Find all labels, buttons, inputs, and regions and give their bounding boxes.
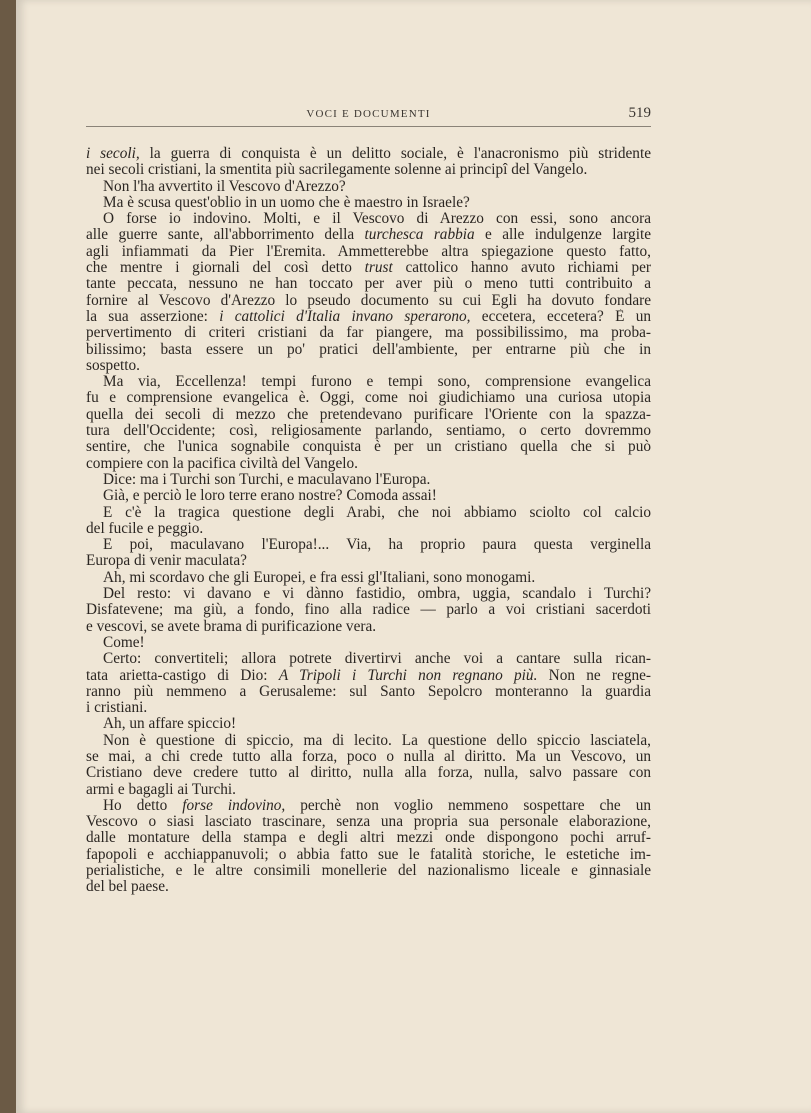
line-text-rest: la guerra di conquista è un delitto sociale, è l'anacronismo più stridente	[139, 146, 651, 162]
text-line	[86, 505, 651, 521]
text-line	[86, 668, 651, 684]
line-text: Dice: ma i Turchi son Turchi, e maculavano l'Europa.	[103, 471, 431, 488]
text-line	[86, 684, 651, 700]
line-text: pervertimento di criteri cristiani da far piangere, ma possibilissimo, ma proba-	[86, 325, 651, 342]
text-line	[86, 651, 651, 667]
line-text: Non è questione di spiccio, ma di lecito. La questione dello spiccio lasciatela,	[103, 732, 651, 749]
line-text: perialistiche, e le altre consimili monellerie del nazionalismo liceale e ginnasiale	[86, 863, 651, 880]
text-line	[86, 227, 651, 243]
line-text: Ho detto	[103, 797, 183, 814]
line-text-rest: eccetera, eccetera? È un	[470, 308, 651, 325]
line-text: fu e comprensione evangelica è. Oggi, come noi giudichiamo una curiosa utopia	[86, 390, 651, 407]
line-text: agli infiammati da Pier l'Eremita. Ammetterebbe altra spiegazione questo fatto,	[86, 243, 651, 260]
text-line	[86, 407, 651, 423]
text-line	[86, 293, 651, 309]
line-text: Del resto: vi davano e vi dànno fastidio, ombra, uggia, scandalo i Turchi?	[103, 586, 651, 603]
text-line	[86, 521, 651, 537]
line-text: Disfatevene; ma giù, a fondo, fino alla radice — parlo a voi cristiani sacerdoti	[86, 602, 651, 619]
italic-text: trust	[364, 260, 393, 277]
line-text: fapopoli e acchiappanuvoli; o abbia fatto sue le fatalità storiche, le estetiche im-	[86, 846, 651, 863]
italic-text: forse indovino,	[182, 797, 286, 814]
line-text: tante peccata, nessuno ne han toccato per aver più o meno tutti contribuito a	[86, 276, 651, 293]
line-text: E poi, maculavano l'Europa!... Via, ha proprio paura questa verginella	[103, 537, 651, 554]
text-line	[86, 439, 651, 455]
text-line	[86, 211, 651, 227]
line-text: Ma via, Eccellenza! tempi furono e tempi sono, comprensione evangelica	[103, 374, 651, 391]
text-line	[86, 749, 651, 765]
text-line	[86, 602, 651, 618]
line-text-rest: cattolico hanno avuto richiami per	[392, 260, 651, 277]
text-line	[86, 358, 651, 374]
line-text: del fucile e peggio.	[86, 520, 204, 537]
text-line	[86, 830, 651, 846]
text-line	[86, 162, 651, 178]
line-text: armi e bagagli ai Turchi.	[86, 781, 236, 798]
text-line	[86, 195, 651, 211]
header-rule	[86, 126, 651, 127]
italic-text: turchesca rabbia	[364, 227, 475, 244]
text-line	[86, 309, 651, 325]
line-text: nei secoli cristiani, la smentita più sacrilegamente solenne ai principî del Vangelo.	[86, 162, 588, 179]
italic-text: A Tripoli i Turchi non regnano più.	[278, 667, 538, 684]
line-text: fornire al Vescovo d'Arezzo lo pseudo documento su cui Egli ha dovuto fondare	[86, 292, 651, 309]
line-text-rest: e alle indulgenze largite	[474, 227, 651, 244]
text-line	[86, 798, 651, 814]
text-line	[86, 619, 651, 635]
text-line	[86, 179, 651, 195]
text-line	[86, 456, 651, 472]
text-line	[86, 700, 651, 716]
text-line	[86, 244, 651, 260]
text-line	[86, 782, 651, 798]
text-line	[86, 733, 651, 749]
text-line	[86, 146, 651, 162]
text-line	[86, 814, 651, 830]
text-line	[86, 716, 651, 732]
line-text: Europa di venir maculata?	[86, 553, 247, 570]
text-line	[86, 325, 651, 341]
line-text: Vescovo o siasi lasciato trascinare, senza una propria sua personale elaborazione,	[86, 814, 651, 831]
page-number: 519	[628, 105, 651, 121]
line-text: sospetto.	[86, 357, 140, 374]
text-line	[86, 586, 651, 602]
body-text	[86, 146, 651, 896]
line-text: dalle montature della stampa e degli altri mezzi onde dispongono pochi arruf-	[86, 830, 651, 847]
text-line	[86, 276, 651, 292]
text-line	[86, 423, 651, 439]
text-line	[86, 553, 651, 569]
line-text: ranno più nemmeno a Gerusaleme: sul Santo Sepolcro monteranno la guardia	[86, 683, 651, 700]
line-text: i cristiani.	[86, 700, 148, 717]
running-title: VOCI E DOCUMENTI	[306, 108, 431, 120]
text-line	[86, 488, 651, 504]
line-text: compiere con la pacifica civiltà del Vangelo.	[86, 455, 358, 472]
italic-text: i cattolici d'Italia invano sperarono,	[219, 308, 471, 325]
text-line	[86, 374, 651, 390]
line-text: Certo: convertiteli; allora potrete divertirvi anche voi a cantare sulla rican-	[103, 651, 651, 668]
line-text: Ah, un affare spiccio!	[103, 716, 237, 733]
line-text: del bel paese.	[86, 879, 169, 896]
line-text: sentire, che l'unica sognabile conquista è per un cristiano quella che si può	[86, 439, 651, 456]
line-text: e vescovi, se avete brama di purificazione vera.	[86, 618, 377, 635]
text-line	[86, 260, 651, 276]
text-line	[86, 863, 651, 879]
line-text-rest: Non ne regne-	[537, 667, 651, 684]
line-text: Non l'ha avvertito il Vescovo d'Arezzo?	[103, 178, 346, 195]
page-header	[86, 105, 651, 125]
line-text: tura dell'Occidente; così, religiosamente parlando, sentiamo, o certo dovremmo	[86, 423, 651, 440]
text-line	[86, 847, 651, 863]
text-line	[86, 879, 651, 895]
text-line	[86, 635, 651, 651]
text-line	[86, 570, 651, 586]
line-text: Ma è scusa quest'oblio in un uomo che è maestro in Israele?	[103, 194, 470, 211]
text-line	[86, 342, 651, 358]
line-text: bilissimo; basta essere un po' pratici dell'ambiente, per entrarne più che in	[86, 341, 651, 358]
text-line	[86, 472, 651, 488]
text-line	[86, 765, 651, 781]
line-text: che mentre i giornali del così detto	[86, 260, 365, 277]
line-text-rest: perchè non voglio nemmeno sospettare che un	[285, 797, 651, 814]
line-text: la sua asserzione:	[86, 308, 220, 325]
line-text: quella dei secoli di mezzo che pretendevano purificare l'Oriente con la spazza-	[86, 406, 651, 423]
text-line	[86, 390, 651, 406]
italic-text: i secoli,	[86, 146, 140, 162]
line-text: E c'è la tragica questione degli Arabi, che noi abbiamo sciolto col calcio	[103, 504, 651, 521]
line-text: Ah, mi scordavo che gli Europei, e fra essi gl'Italiani, sono monogami.	[103, 569, 536, 586]
line-text: Già, e perciò le loro terre erano nostre? Comoda assai!	[103, 488, 437, 505]
line-text: tata arietta-castigo di Dio:	[86, 667, 279, 684]
line-text: Come!	[103, 634, 145, 651]
line-text: Cristiano deve credere tutto al diritto, nulla alla forza, nulla, salvo passare con	[86, 765, 651, 782]
text-line	[86, 537, 651, 553]
line-text: se mai, a chi crede tutto alla forza, poco o nulla al diritto. Ma un Vescovo, un	[86, 748, 651, 765]
line-text: O forse io indovino. Molti, e il Vescovo di Arezzo con essi, sono ancora	[103, 211, 651, 228]
line-text: alle guerre sante, all'abborrimento della	[86, 227, 365, 244]
